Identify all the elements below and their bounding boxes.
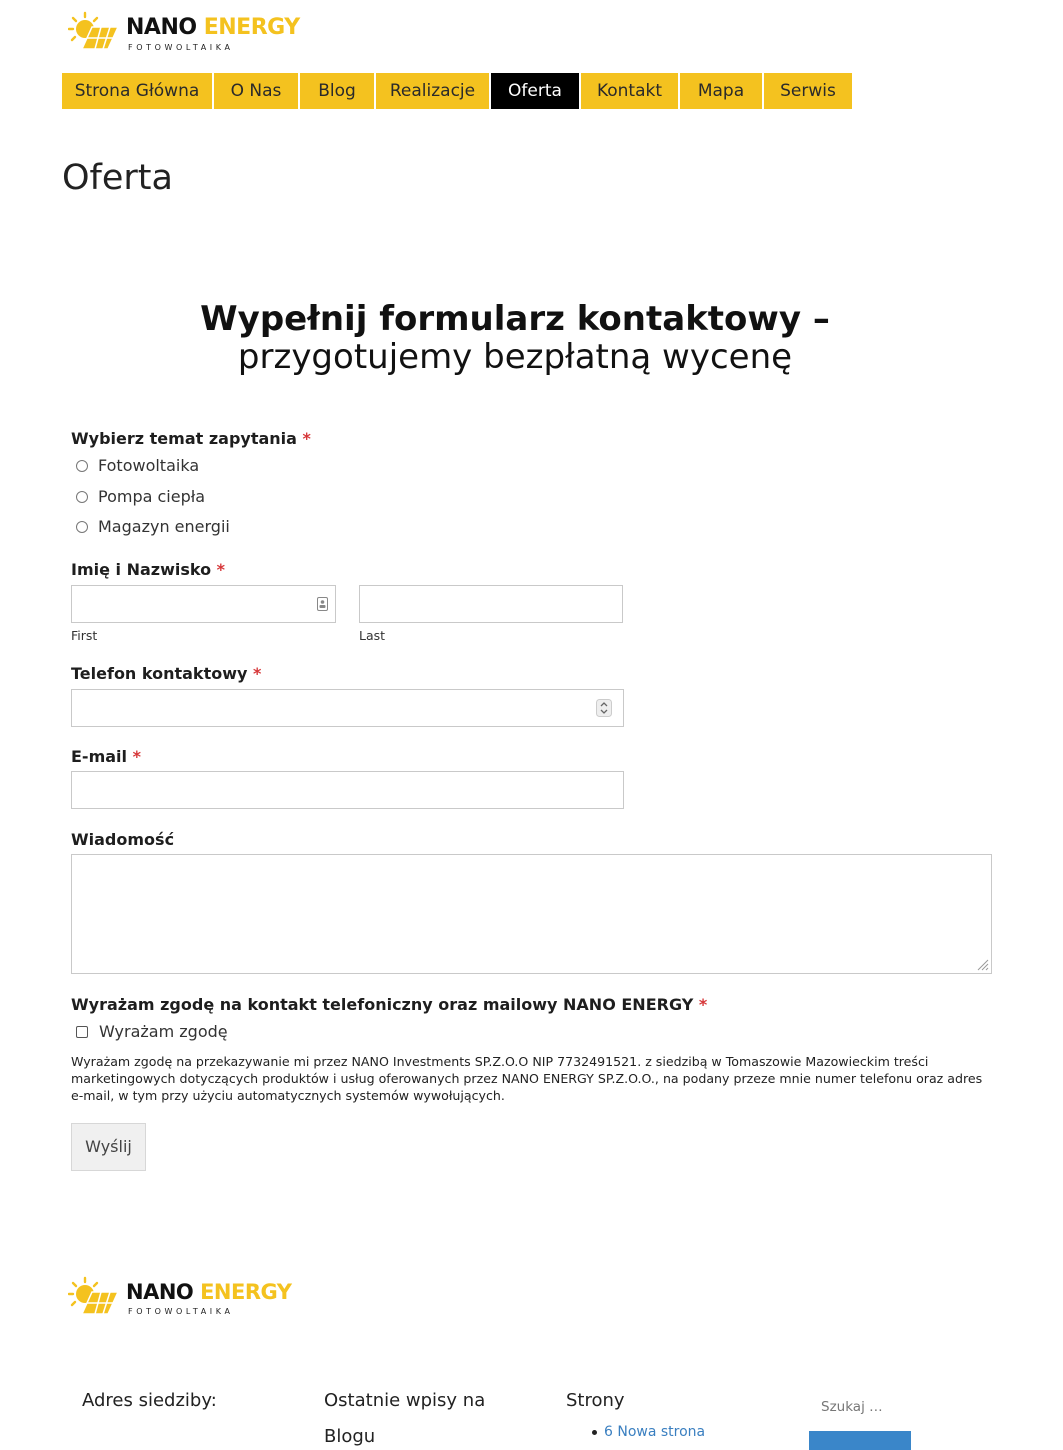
first-name-input[interactable] (71, 585, 336, 623)
footer-address-heading: Adres siedziby: (82, 1390, 217, 1411)
phone-input[interactable] (71, 689, 624, 727)
page-title: Oferta (62, 158, 173, 198)
submit-button[interactable]: Wyślij (71, 1123, 146, 1171)
footer-logo[interactable] (68, 1276, 292, 1316)
contact-card-icon (317, 597, 328, 611)
footer-pages-heading: Strony (566, 1390, 625, 1411)
first-sublabel: First (71, 628, 98, 643)
form-headline (110, 300, 920, 376)
email-label: E-mail * (71, 747, 141, 766)
form-headline-bold: Wypełnij formularz kontaktowy – (200, 299, 830, 339)
nav-item-kontakt[interactable]: Kontakt (581, 73, 678, 109)
consent-checkbox-row[interactable]: Wyrażam zgodę (76, 1022, 228, 1041)
topic-label: Wybierz temat zapytania * (71, 429, 311, 448)
footer-page-link-item[interactable] (592, 1424, 705, 1440)
message-textarea[interactable] (71, 854, 992, 974)
nav-item-oferta[interactable]: Oferta (491, 73, 579, 109)
sun-panel-logo-icon (68, 11, 120, 51)
radio-button[interactable] (76, 460, 88, 472)
required-mark: * (302, 429, 311, 448)
required-mark: * (132, 747, 141, 766)
consent-label: Wyrażam zgodę na kontakt telefoniczny oraz mailowy NANO ENERGY * (71, 995, 708, 1014)
form-headline-rest: przygotujemy bezpłatną wycenę (237, 337, 793, 377)
last-name-input[interactable] (359, 585, 623, 623)
phone-label: Telefon kontaktowy * (71, 664, 262, 683)
header-logo[interactable] (68, 11, 300, 52)
logo-subtitle: FOTOWOLTAIKA (128, 43, 234, 52)
consent-text: Wyrażam zgodę na przekazywanie mi przez NANO Investments SP.Z.O.O NIP 7732491521. z siedzibą w Tomaszowie Mazowieckim treści marketingowych dotyczących produktów i usług oferowanych przez NANO ENERGY SP.Z.O.O., na podany przeze mnie numer telefonu oraz adres e-mail, w tym przy użyciu automatycznych systemów wywołujących. (71, 1054, 983, 1103)
logo-brand-part2: ENERGY (203, 15, 300, 40)
logo-subtitle: FOTOWOLTAIKA (128, 1307, 234, 1316)
logo-brand-part2: ENERGY (200, 1280, 292, 1304)
required-mark: * (216, 560, 226, 579)
nav-item-strona-glowna[interactable]: Strona Główna (62, 73, 212, 109)
resize-handle-icon[interactable] (975, 957, 989, 971)
radio-fotowoltaika[interactable]: Fotowoltaika (76, 456, 199, 475)
required-mark: * (253, 664, 262, 683)
logo-brand-part1: NANO (126, 1280, 194, 1304)
radio-magazyn-energii[interactable]: Magazyn energii (76, 517, 230, 536)
nav-item-realizacje[interactable]: Realizacje (376, 73, 489, 109)
last-sublabel: Last (359, 628, 386, 643)
nav-item-mapa[interactable]: Mapa (680, 73, 762, 109)
main-nav (62, 73, 852, 109)
radio-button[interactable] (76, 521, 88, 533)
required-mark: * (698, 995, 708, 1014)
radio-pompa-ciepla[interactable]: Pompa ciepła (76, 487, 205, 506)
email-input[interactable] (71, 771, 624, 809)
footer-recent-posts-heading-line1: Ostatnie wpisy na (324, 1390, 486, 1411)
message-label: Wiadomość (71, 830, 175, 849)
footer-page-link[interactable]: 6 Nowa strona (604, 1424, 706, 1440)
logo-brand-part1: NANO (126, 15, 197, 40)
nav-item-blog[interactable]: Blog (300, 73, 374, 109)
name-label: Imię i Nazwisko * (71, 560, 226, 579)
consent-checkbox[interactable] (76, 1026, 88, 1038)
spinner-icon[interactable] (596, 699, 612, 717)
footer-search-button[interactable] (809, 1431, 911, 1450)
nav-item-o-nas[interactable]: O Nas (214, 73, 298, 109)
radio-button[interactable] (76, 491, 88, 503)
footer-search-input[interactable]: Szukaj … (821, 1399, 883, 1415)
sun-panel-logo-icon (68, 1276, 120, 1316)
footer-recent-posts-heading-line2: Blogu (324, 1426, 376, 1447)
bullet-icon (592, 1430, 597, 1435)
nav-item-serwis[interactable]: Serwis (764, 73, 852, 109)
